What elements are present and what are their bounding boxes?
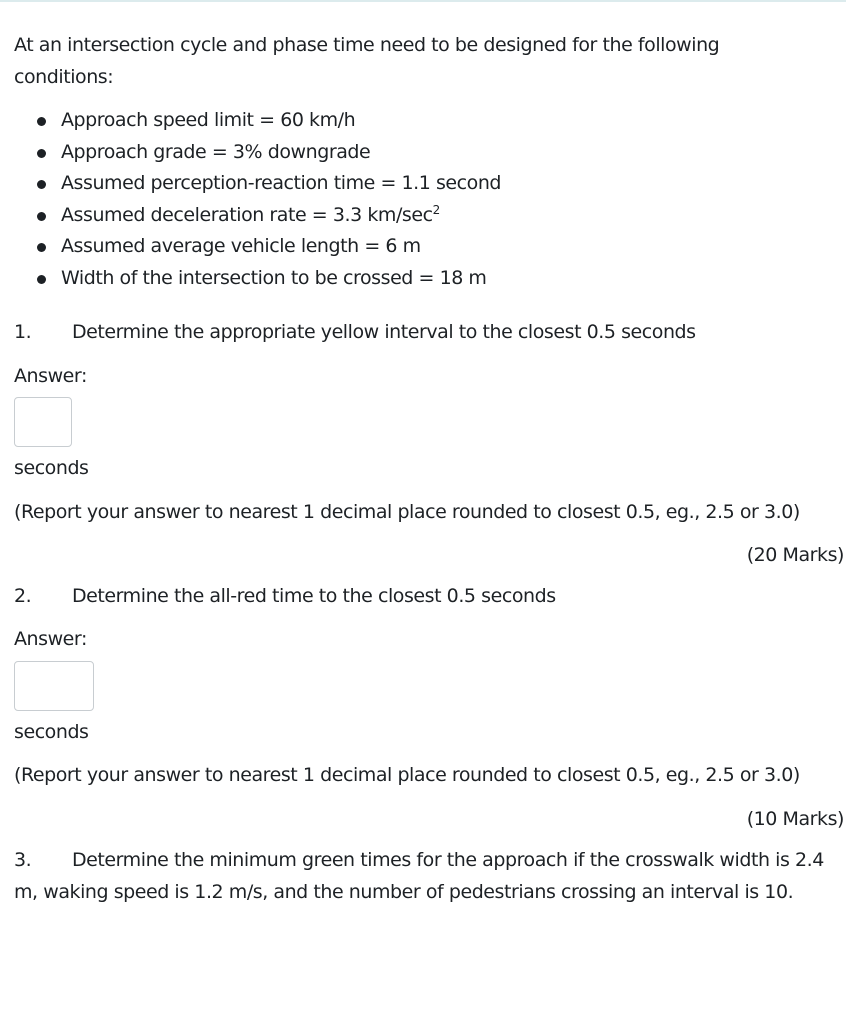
answer-label: Answer: [14,364,87,387]
question-prompt: Determine the all-red time to the closest 0.5 seconds [72,584,556,607]
question-prompt: Determine the minimum green times for the approach if the crosswalk width is 2.4 m, waking speed is 1.2 m/s, and the number of pedestrians crossing an interval is 10. [14,849,824,903]
question-number: 1. [14,321,32,343]
question-2-heading [14,581,842,613]
question-number: 3. [14,849,32,871]
condition-item: Width of the intersection to be crossed = 18 m [34,263,842,295]
rounding-note: (Report your answer to nearest 1 decimal place rounded to closest 0.5, eg., 2.5 or 3.0) [14,764,800,786]
condition-item: Assumed perception-reaction time = 1.1 second [34,168,842,200]
condition-item: Assumed deceleration rate = 3.3 $km/\sec^2$ [34,200,842,232]
question-1-heading [14,317,842,349]
question-3-text [14,845,842,908]
top-divider [0,0,846,2]
bullet-icon [37,243,46,252]
marks-label: (10 Marks) [746,807,844,830]
bullet-icon [37,212,46,221]
conditions-list [14,105,842,294]
condition-item: Approach grade = 3% downgrade [34,137,842,169]
question-number: 2. [14,584,32,607]
bullet-icon [37,117,46,126]
answer-2-input[interactable] [14,661,94,711]
marks-label: (20 Marks) [746,544,844,566]
intro-text: At an intersection cycle and phase time need to be designed for the following conditions: [14,34,720,88]
answer-label: Answer: [14,628,87,650]
answer-1-input[interactable] [14,397,72,447]
superscript: 2 [432,202,440,217]
question-text [14,30,842,908]
rounding-note: (Report your answer to nearest 1 decimal place rounded to closest 0.5, eg., 2.5 or 3.0) [14,500,800,523]
bullet-icon [37,149,46,158]
unit-label: seconds [14,457,89,479]
condition-item: Assumed average vehicle length = 6 m [34,231,842,263]
unit-label: seconds [14,720,89,743]
bullet-icon [37,180,46,189]
question-prompt: Determine the appropriate yellow interval to the closest 0.5 seconds [72,321,696,343]
condition-item: Approach speed limit = 60 km/h [34,105,842,137]
bullet-icon [37,275,46,284]
